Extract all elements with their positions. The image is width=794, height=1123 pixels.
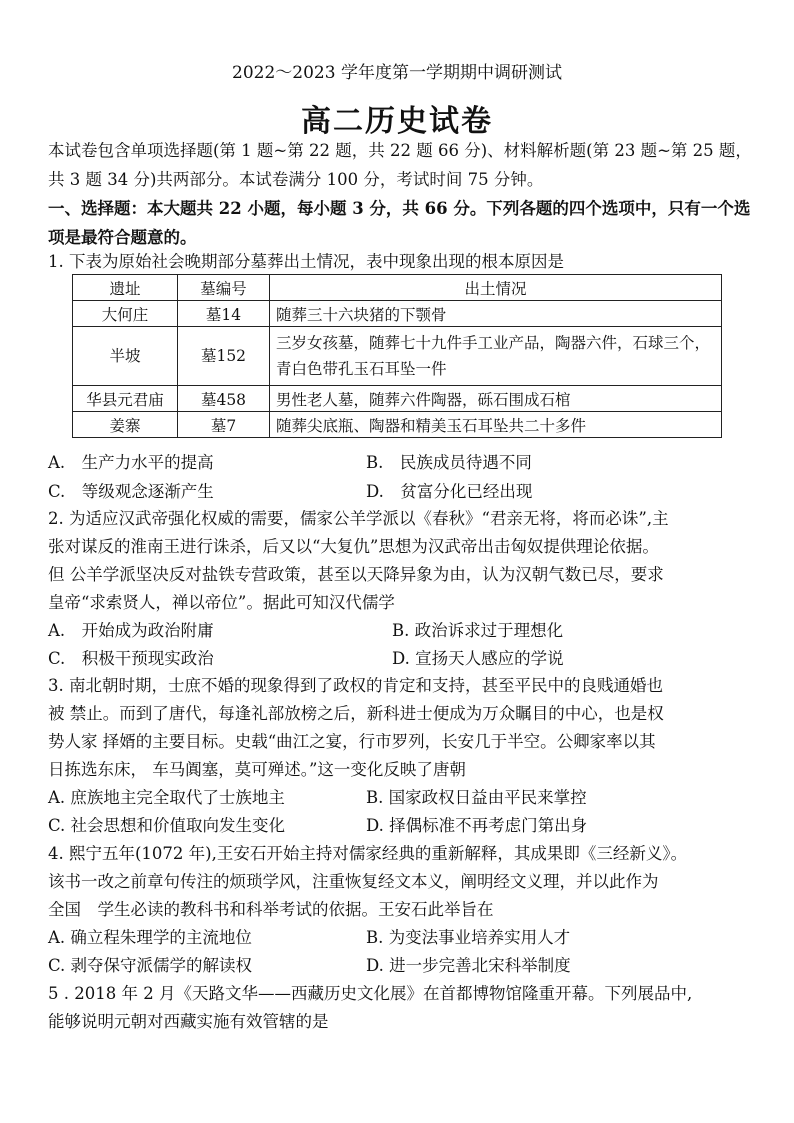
- question-5-line-2: 能够说明元朝对西藏实施有效管辖的是: [48, 1012, 329, 1031]
- question-3-line-3: 势人家 择婿的主要目标。史载“曲江之宴，行市罗列，长安几于半空。公卿家率以其: [48, 732, 656, 751]
- question-1-option-a: A. 生产力水平的提高: [48, 453, 214, 472]
- table-row: [73, 301, 722, 327]
- question-4-option-c: C. 剥夺保守派儒学的解读权: [48, 956, 253, 975]
- question-1-option-d: D. 贫富分化已经出现: [366, 482, 533, 501]
- question-2-line-4: 皇帝“求索贤人，禅以帝位”。据此可知汉代儒学: [48, 593, 395, 612]
- table-header-site: 遗址: [73, 275, 178, 301]
- question-1-table: [72, 274, 722, 438]
- table-row: [73, 386, 722, 412]
- table-header-row: [73, 275, 722, 301]
- question-3-line-4: 日拣选东床， 车马阗塞，莫可殚述。”这一变化反映了唐朝: [48, 760, 466, 779]
- table-cell-tomb: 墓152: [178, 327, 270, 386]
- question-1-option-b: B. 民族成员待遇不同: [366, 453, 532, 472]
- table-row: [73, 327, 722, 386]
- table-cell-site: 姜寨: [73, 412, 178, 438]
- exam-intro: 本试卷包含单项选择题(第 1 题~第 22 题，共 22 题 66 分)、材料解析题(第 23 题~第 25 题，共 3 题 34 分)共两部分。本试卷满分 100 分，考试时间 75 分钟。: [48, 141, 752, 189]
- question-3-line-1: 3. 南北朝时期，士庶不婚的现象得到了政权的肯定和支持，甚至平民中的良贱通婚也: [48, 676, 663, 695]
- question-3-line-2: 被 禁止。而到了唐代，每逢礼部放榜之后，新科进士便成为万众瞩目的中心，也是权: [48, 704, 664, 723]
- question-4-line-1: 4. 熙宁五年(1072 年),王安石开始主持对儒家经典的重新解释，其成果即《三经新义》。: [48, 844, 688, 863]
- exam-subtitle: 2022～2023 学年度第一学期期中调研测试: [232, 63, 562, 83]
- question-2-line-2: 张对谋反的淮南王进行诛杀，后又以“大复仇”思想为汉武帝出击匈奴提供理论依据。: [48, 537, 659, 556]
- question-2-line-1: 2. 为适应汉武帝强化权威的需要，儒家公羊学派以《春秋》“君亲无将，将而必诛”,主: [48, 509, 669, 528]
- table-cell-excavation: 男性老人墓，随葬六件陶器，砾石围成石棺: [270, 386, 722, 412]
- question-5-line-1: 5 . 2018 年 2 月《天路文华——西藏历史文化展》在首都博物馆隆重开幕。下列展品中,: [48, 984, 693, 1003]
- table-cell-excavation: 随葬尖底瓶、陶器和精美玉石耳坠共二十多件: [270, 412, 722, 438]
- question-2-option-b: B. 政治诉求过于理想化: [392, 621, 564, 640]
- question-4-line-3: 全国 学生必读的教科书和科举考试的依据。王安石此举旨在: [48, 900, 494, 919]
- table-cell-excavation: 随葬三十六块猪的下颚骨: [270, 301, 722, 327]
- question-3-option-d: D. 择偶标准不再考虑门第出身: [366, 816, 588, 835]
- question-4-option-b: B. 为变法事业培养实用人才: [366, 928, 571, 947]
- table-cell-site: 半坡: [73, 327, 178, 386]
- question-3-option-c: C. 社会思想和价值取向发生变化: [48, 816, 286, 835]
- question-2-option-c: C. 积极干预现实政治: [48, 649, 214, 668]
- table-cell-site: 华县元君庙: [73, 386, 178, 412]
- question-3-option-a: A. 庶族地主完全取代了士族地主: [48, 788, 285, 807]
- question-1-option-c: C. 等级观念逐渐产生: [48, 482, 214, 501]
- table-cell-tomb: 墓14: [178, 301, 270, 327]
- question-2-line-3: 但 公羊学派坚决反对盐铁专营政策，甚至以天降异象为由，认为汉朝气数已尽，要求: [48, 565, 664, 584]
- table-cell-excavation: 三岁女孩墓，随葬七十九件手工业产品，陶器六件，石球三个，青白色带孔玉石耳坠一件: [270, 327, 722, 386]
- question-4-option-a: A. 确立程朱理学的主流地位: [48, 928, 252, 947]
- question-1-stem: 1. 下表为原始社会晚期部分墓葬出土情况，表中现象出现的根本原因是: [48, 252, 564, 271]
- question-4-line-2: 该书一改之前章句传注的烦琐学风，注重恢复经文本义，阐明经文义理，并以此作为: [48, 872, 659, 891]
- question-2-option-d: D. 宣扬天人感应的学说: [392, 649, 564, 668]
- question-3-option-b: B. 国家政权日益由平民来掌控: [366, 788, 587, 807]
- question-4-option-d: D. 进一步完善北宋科举制度: [366, 956, 571, 975]
- exam-title: 高二历史试卷: [301, 104, 493, 139]
- section-one-heading: 一、选择题：本大题共 22 小题，每小题 3 分，共 66 分。下列各题的四个选项中，只有一个选项是最符合题意的。: [48, 199, 751, 247]
- table-cell-site: 大何庄: [73, 301, 178, 327]
- table-row: [73, 412, 722, 438]
- table-cell-tomb: 墓7: [178, 412, 270, 438]
- table-cell-tomb: 墓458: [178, 386, 270, 412]
- question-2-option-a: A. 开始成为政治附庸: [48, 621, 214, 640]
- table-header-tomb-number: 墓编号: [178, 275, 270, 301]
- table-header-excavation: 出土情况: [270, 275, 722, 301]
